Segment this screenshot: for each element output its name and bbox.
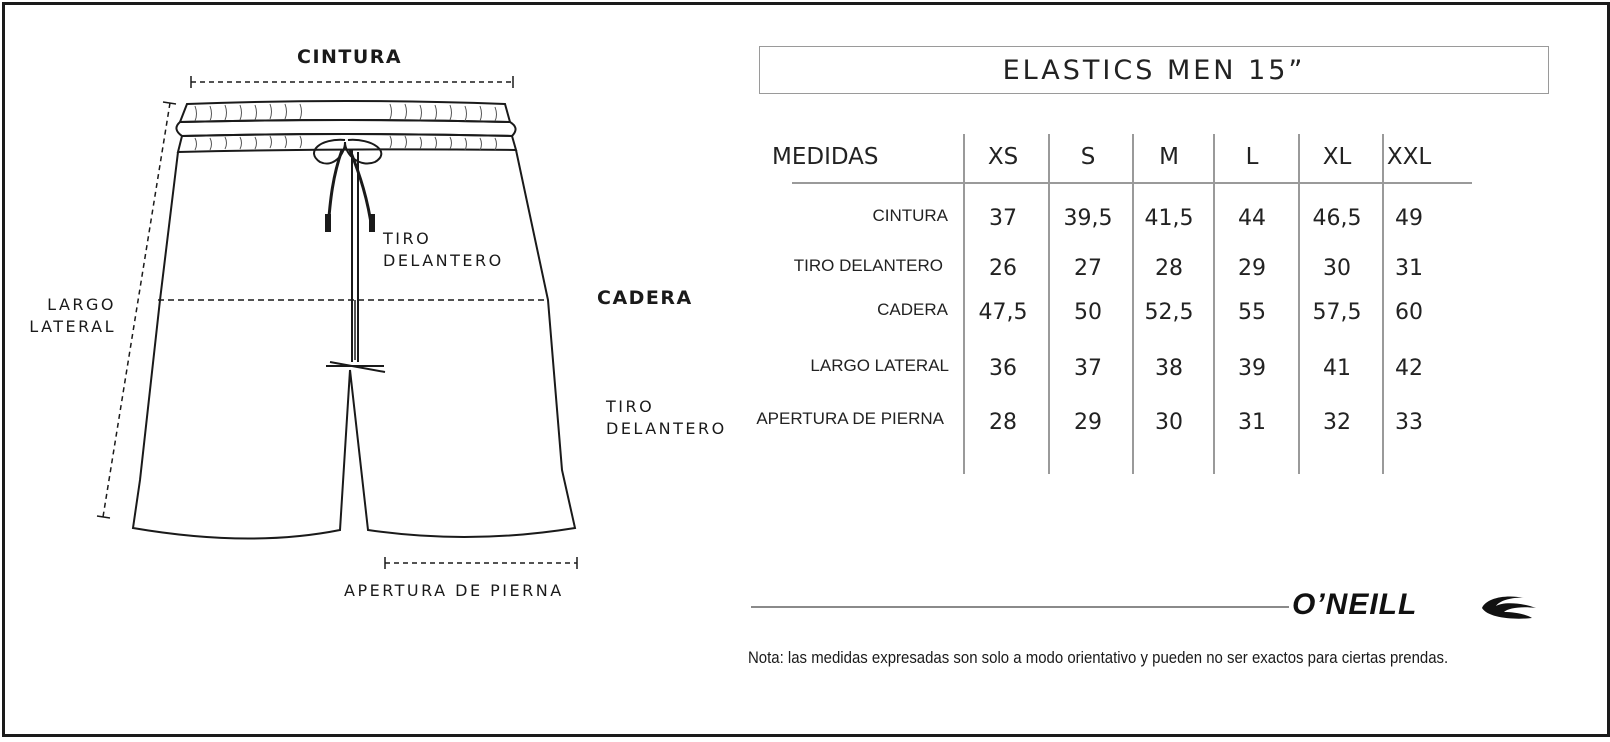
table-cell: 39 bbox=[1238, 356, 1266, 381]
size-table bbox=[756, 134, 1480, 474]
table-divider bbox=[1213, 134, 1215, 474]
diagram-label-tiro-top: TIRO DELANTERO bbox=[383, 229, 504, 270]
size-header: XL bbox=[1322, 144, 1352, 170]
table-cell: 27 bbox=[1074, 256, 1102, 281]
diagram-label-tiro-side: TIRO DELANTERO bbox=[606, 397, 727, 438]
table-cell: 41 bbox=[1323, 356, 1351, 381]
table-cell: 28 bbox=[989, 410, 1017, 435]
chart-title: ELASTICS MEN 15” bbox=[759, 46, 1549, 94]
oneill-wave-logo-icon bbox=[1480, 594, 1538, 620]
table-cell: 57,5 bbox=[1312, 300, 1362, 325]
diagram-label-apertura: APERTURA DE PIERNA bbox=[344, 581, 564, 600]
diagram-label-cadera: CADERA bbox=[597, 287, 693, 309]
shorts-diagram bbox=[0, 0, 760, 737]
table-cell: 37 bbox=[1074, 356, 1102, 381]
size-header: L bbox=[1245, 144, 1259, 170]
table-cell: 32 bbox=[1323, 410, 1351, 435]
disclaimer-note: Nota: las medidas expresadas son solo a modo orientativo y pueden no ser exactos para ciertas prendas. bbox=[748, 648, 1449, 667]
table-cell: 28 bbox=[1155, 256, 1183, 281]
table-cell: 33 bbox=[1395, 410, 1423, 435]
table-header-rule bbox=[792, 182, 1472, 184]
shorts-illustration bbox=[0, 0, 760, 737]
table-cell: 31 bbox=[1395, 256, 1423, 281]
size-header: XXL bbox=[1386, 144, 1432, 170]
table-cell: 46,5 bbox=[1312, 206, 1362, 231]
table-cell: 30 bbox=[1155, 410, 1183, 435]
table-divider bbox=[1298, 134, 1300, 474]
table-cell: 39,5 bbox=[1063, 206, 1113, 231]
row-label-cintura: CINTURA bbox=[872, 206, 948, 225]
row-label-apertura-de-pierna: APERTURA DE PIERNA bbox=[756, 409, 944, 428]
diagram-label-cintura: CINTURA bbox=[297, 46, 403, 68]
size-header: M bbox=[1159, 144, 1179, 170]
table-cell: 52,5 bbox=[1144, 300, 1194, 325]
table-cell: 47,5 bbox=[978, 300, 1028, 325]
brand-logo-text: O’NEILL bbox=[1292, 588, 1418, 621]
row-label-cadera: CADERA bbox=[877, 300, 948, 319]
table-cell: 50 bbox=[1074, 300, 1102, 325]
table-cell: 41,5 bbox=[1144, 206, 1194, 231]
table-cell: 26 bbox=[989, 256, 1017, 281]
table-divider bbox=[1048, 134, 1050, 474]
table-cell: 36 bbox=[989, 356, 1017, 381]
table-cell: 29 bbox=[1238, 256, 1266, 281]
row-label-tiro-delantero: TIRO DELANTERO bbox=[793, 256, 943, 275]
row-label-largo-lateral: LARGO LATERAL bbox=[810, 356, 949, 375]
table-cell: 38 bbox=[1155, 356, 1183, 381]
table-cell: 49 bbox=[1395, 206, 1423, 231]
table-cell: 42 bbox=[1395, 356, 1423, 381]
table-cell: 37 bbox=[989, 206, 1017, 231]
table-cell: 44 bbox=[1238, 206, 1266, 231]
table-divider bbox=[963, 134, 965, 474]
table-cell: 60 bbox=[1395, 300, 1423, 325]
brand-divider bbox=[751, 606, 1289, 608]
table-header-label: MEDIDAS bbox=[772, 144, 879, 170]
size-header: S bbox=[1080, 144, 1096, 170]
diagram-label-largo: LARGO LATERAL bbox=[29, 295, 116, 336]
table-cell: 31 bbox=[1238, 410, 1266, 435]
size-header: XS bbox=[987, 144, 1019, 170]
table-cell: 30 bbox=[1323, 256, 1351, 281]
table-cell: 29 bbox=[1074, 410, 1102, 435]
table-cell: 55 bbox=[1238, 300, 1266, 325]
